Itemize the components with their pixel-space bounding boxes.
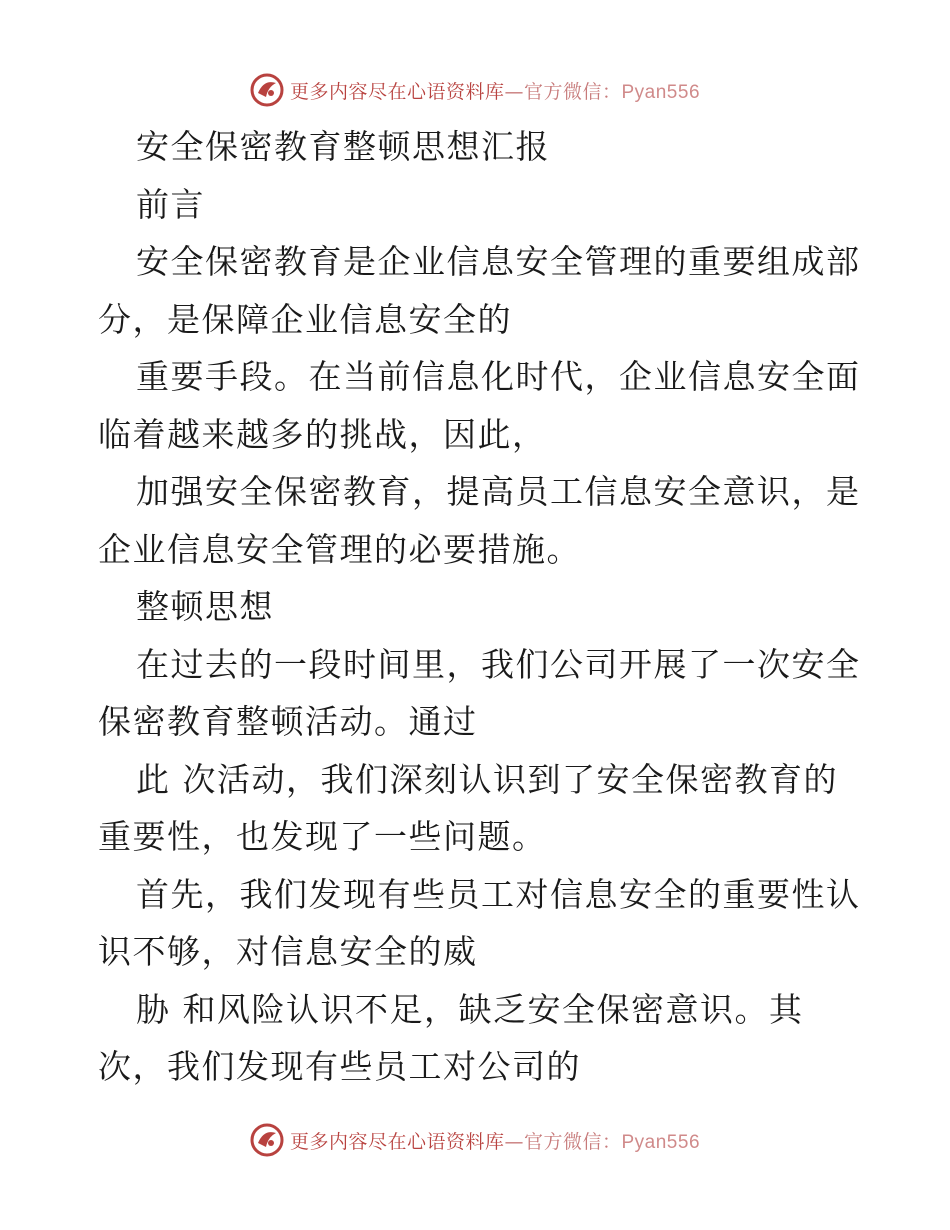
paragraph-line: 胁 和风险认识不足，缺乏安全保密意识。其 [136, 989, 804, 1029]
paragraph-line: 识不够，对信息安全的威 [98, 932, 478, 971]
red-swirl-logo-icon [250, 73, 284, 107]
paragraph-line: 加强安全保密教育，提高员工信息安全意识，是 [136, 472, 861, 511]
paragraph-line: 重要手段。在当前信息化时代，企业信息安全面 [136, 357, 861, 396]
paragraph-line: 重要性，也发现了一些问题。 [98, 817, 547, 856]
paragraph-line: 保密教育整顿活动。通过 [98, 702, 478, 741]
paragraph-line: 在过去的一段时间里，我们公司开展了一次安全 [136, 644, 861, 684]
watermark-text: 更多内容尽在心语资料库—官方微信：Pyan556 [289, 80, 701, 103]
paragraph-line: 企业信息安全管理的必要措施。 [98, 529, 581, 569]
paragraph-line: 安全保密教育是企业信息安全管理的重要组成部 [136, 242, 861, 281]
paragraph-line: 次，我们发现有些员工对公司的 [98, 1047, 581, 1086]
red-swirl-logo-icon [250, 1123, 284, 1157]
section-heading-rectification: 整顿思想 [136, 587, 274, 626]
paragraph-line: 分，是保障企业信息安全的 [98, 299, 512, 339]
paragraph-line: 首先，我们发现有些员工对信息安全的重要性认 [136, 874, 861, 914]
document-body [98, 118, 861, 1096]
document-title: 安全保密教育整顿思想汇报 [136, 127, 550, 166]
paragraph-line: 临着越来越多的挑战，因此， [98, 414, 547, 454]
footer-watermark [0, 1120, 950, 1160]
watermark-text: 更多内容尽在心语资料库—官方微信：Pyan556 [289, 1130, 701, 1153]
paragraph-line: 此 次活动，我们深刻认识到了安全保密教育的 [136, 759, 838, 799]
header-watermark [0, 70, 950, 110]
section-heading-preface: 前言 [136, 184, 205, 224]
